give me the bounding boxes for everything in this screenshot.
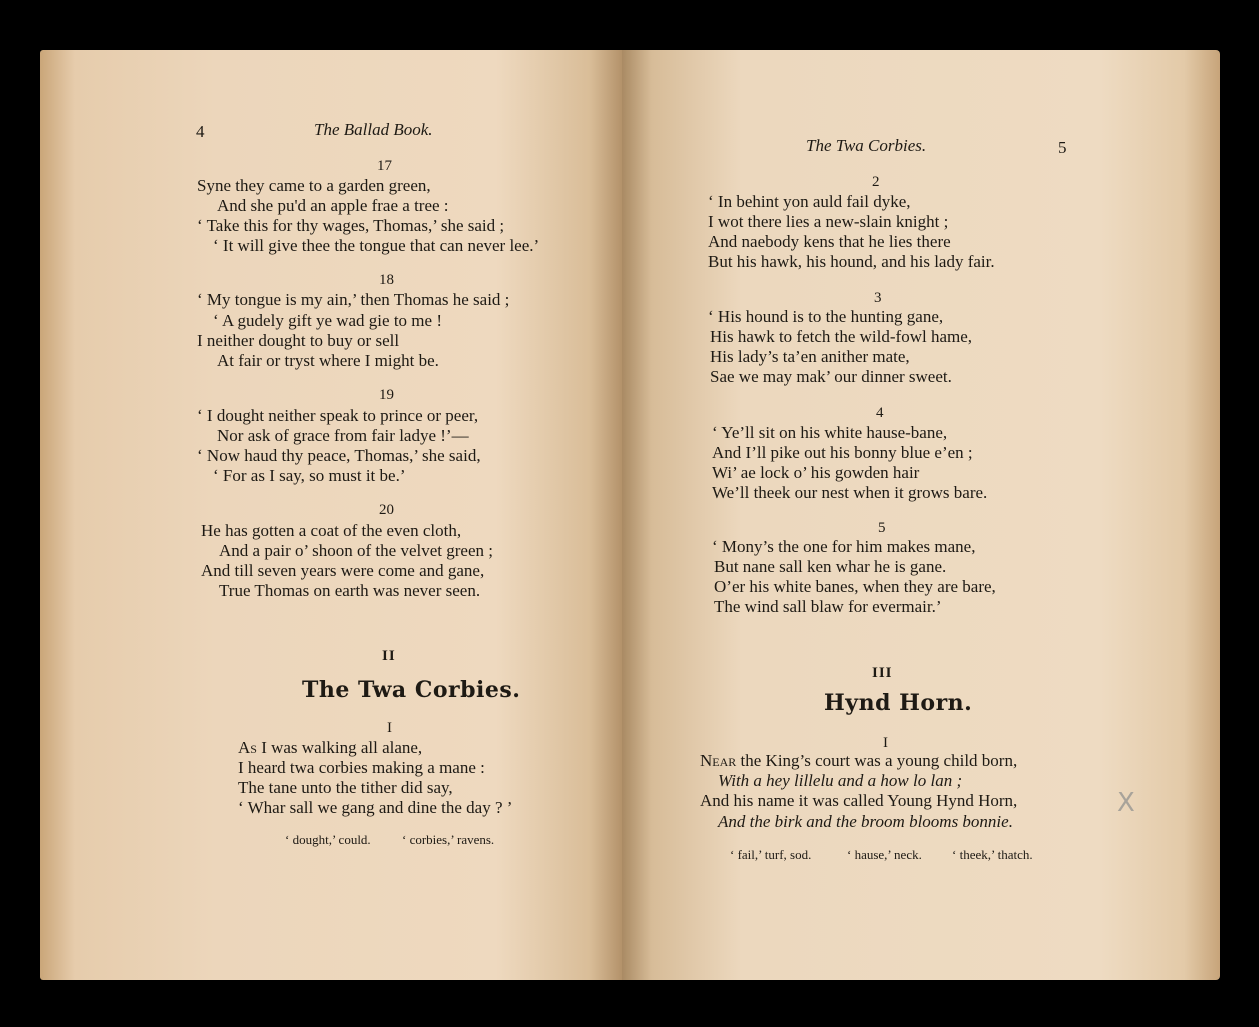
verse-line: His hawk to fetch the wild-fowl hame, <box>710 327 973 346</box>
verse-line: And she pu'd an apple frae a tree : <box>217 196 449 215</box>
footnote-gloss: ‘ dought,’ could. <box>285 832 371 847</box>
right-page <box>622 50 1220 980</box>
verse-line: The wind sall blaw for evermair.’ <box>714 597 942 616</box>
verse-line: ‘ It will give thee the tongue that can never lee.’ <box>213 236 540 255</box>
left-page <box>40 50 625 980</box>
ballad-title: The Twa Corbies. <box>302 677 521 703</box>
verse-line: ‘ Whar sall we gang and dine the day ? ’ <box>238 798 513 817</box>
verse-line: I heard twa corbies making a mane : <box>238 758 485 777</box>
verse-line: ‘ I dought neither speak to prince or peer, <box>197 406 479 425</box>
footnote-gloss: ‘ hause,’ neck. <box>847 847 922 862</box>
verse-line: And I’ll pike out his bonny blue e’en ; <box>712 443 973 462</box>
stanza-number: 5 <box>878 520 886 536</box>
stanza-number: I <box>883 735 888 751</box>
verse-line: ‘ For as I say, so must it be.’ <box>213 466 406 485</box>
verse-line: ‘ Ye’ll sit on his white hause-bane, <box>712 423 948 442</box>
verse-line: ‘ In behint yon auld fail dyke, <box>708 192 911 211</box>
verse-line-rest: the King’s court was a young child born, <box>736 751 1018 770</box>
verse-line <box>238 738 422 758</box>
verse-line: And a pair o’ shoon of the velvet green ; <box>219 541 493 560</box>
verse-line: And naebody kens that he lies there <box>708 232 951 251</box>
verse-line: O’er his white banes, when they are bare, <box>714 577 996 596</box>
verse-line: He has gotten a coat of the even cloth, <box>201 521 462 540</box>
verse-line: Wi’ ae lock o’ his gowden hair <box>712 463 920 482</box>
section-numeral: II <box>382 648 396 664</box>
verse-line: True Thomas on earth was never seen. <box>219 581 481 600</box>
verse-line: ‘ My tongue is my ain,’ then Thomas he said ; <box>197 290 510 309</box>
stanza-number: 17 <box>377 158 392 174</box>
verse-line: At fair or tryst where I might be. <box>217 351 439 370</box>
running-head: The Ballad Book. <box>314 120 433 139</box>
verse-line-rest: I was walking all alane, <box>256 738 423 757</box>
stanza-number: 4 <box>876 405 884 421</box>
stanza-number: 18 <box>379 272 394 288</box>
verse-line: But nane sall ken whar he is gane. <box>714 557 947 576</box>
verse-line: I wot there lies a new-slain knight ; <box>708 212 949 231</box>
pencil-margin-mark: X <box>1117 788 1135 818</box>
initial-word: As <box>238 738 257 757</box>
ballad-title: Hynd Horn. <box>824 690 973 716</box>
verse-line: Sae we may mak’ our dinner sweet. <box>710 367 952 386</box>
page-number: 4 <box>196 122 205 141</box>
verse-line: His lady’s ta’en anither mate, <box>710 347 910 366</box>
stanza-number: 3 <box>874 290 882 306</box>
verse-line: And till seven years were come and gane, <box>201 561 485 580</box>
verse-line: I neither dought to buy or sell <box>197 331 400 350</box>
verse-line: And his name it was called Young Hynd Horn, <box>700 791 1018 810</box>
verse-line: ‘ A gudely gift ye wad gie to me ! <box>213 311 442 330</box>
verse-line: ‘ Mony’s the one for him makes mane, <box>712 537 976 556</box>
initial-word: Near <box>700 751 737 770</box>
verse-line: ‘ Take this for thy wages, Thomas,’ she said ; <box>197 216 505 235</box>
verse-refrain: With a hey lillelu and a how lo lan ; <box>718 771 963 790</box>
stanza-number: I <box>387 720 392 736</box>
verse-line: Syne they came to a garden green, <box>197 176 431 195</box>
verse-line: The tane unto the tither did say, <box>238 778 453 797</box>
verse-refrain: And the birk and the broom blooms bonnie. <box>718 812 1013 831</box>
verse-line: ‘ His hound is to the hunting gane, <box>708 307 944 326</box>
verse-line <box>700 751 1017 771</box>
verse-line: But his hawk, his hound, and his lady fair. <box>708 252 995 271</box>
verse-line: ‘ Now haud thy peace, Thomas,’ she said, <box>197 446 481 465</box>
footnote-gloss: ‘ corbies,’ ravens. <box>402 832 495 847</box>
running-head: The Twa Corbies. <box>806 136 927 155</box>
stanza-number: 2 <box>872 174 880 190</box>
stanza-number: 19 <box>379 387 394 403</box>
stanza-number: 20 <box>379 502 394 518</box>
page-number: 5 <box>1058 138 1067 157</box>
verse-line: We’ll theek our nest when it grows bare. <box>712 483 988 502</box>
section-numeral: III <box>872 665 893 681</box>
open-book <box>40 40 1220 988</box>
footnote-gloss: ‘ theek,’ thatch. <box>952 847 1033 862</box>
verse-line: Nor ask of grace from fair ladye !’— <box>217 426 469 445</box>
footnote-gloss: ‘ fail,’ turf, sod. <box>730 847 812 862</box>
